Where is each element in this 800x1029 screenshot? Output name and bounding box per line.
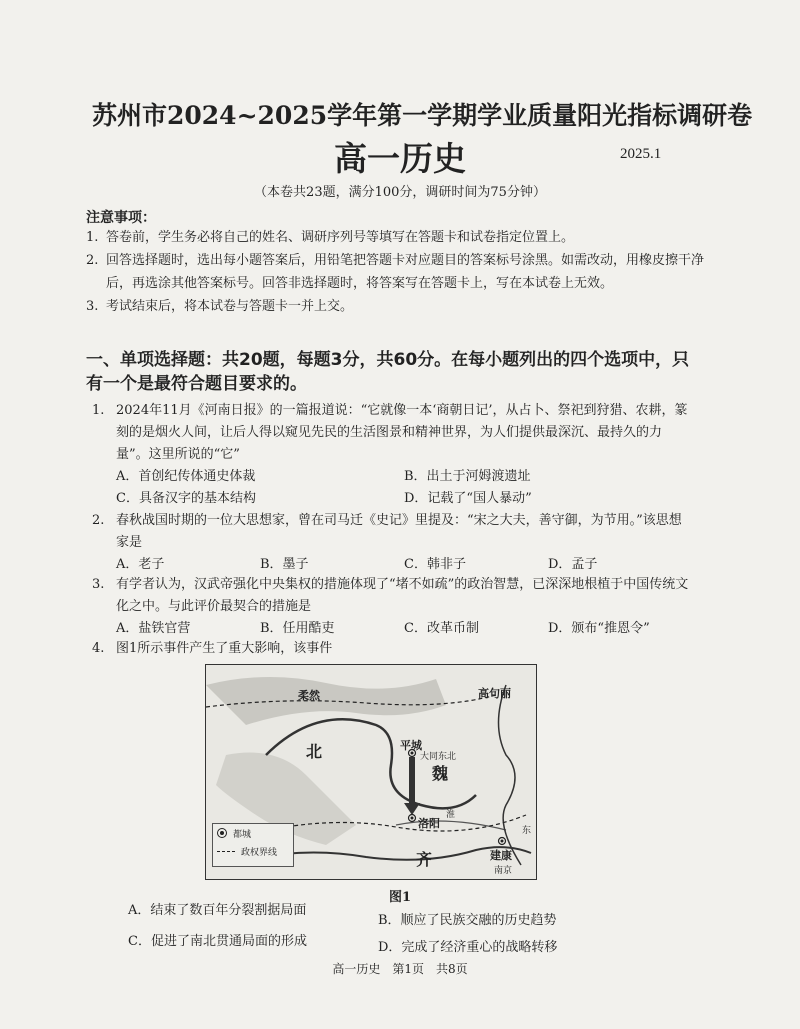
question-number: 3. — [92, 577, 105, 592]
option-a: A．盐铁官营 — [116, 621, 191, 636]
map-label-wei: 魏 — [432, 764, 449, 783]
legend-capital-label: 都城 — [233, 829, 252, 840]
question-2 — [92, 510, 692, 576]
option-a: A．结束了数百年分裂割据局面 — [128, 903, 307, 918]
question-stem — [92, 510, 692, 554]
option-c: C．促进了南北贯通局面的形成 — [128, 934, 307, 949]
figure-caption: 图1 — [388, 890, 412, 905]
question-4-options — [128, 900, 628, 958]
map-legend — [212, 823, 294, 867]
question-text: 图1所示事件产生了重大影响，该事件 — [116, 641, 333, 656]
question-number: 2. — [92, 513, 105, 528]
option-b: B．出土于河姆渡遗址 — [404, 469, 531, 484]
section-heading: 一、单项选择题：共20题，每题3分，共60分。在每小题列出的四个选项中，只有一个是最符合题目要求的。 — [86, 350, 690, 394]
exam-date: 2025.1 — [620, 146, 662, 162]
map-label-donghai: 东 — [522, 826, 532, 836]
option-d: D．颁布“推恩令” — [548, 621, 650, 636]
migration-arrow-head — [404, 803, 420, 815]
notice-number: 2. — [86, 253, 99, 268]
option-list — [92, 466, 692, 510]
map-label-jiankang: 建康 — [490, 849, 512, 862]
capital-icon — [217, 828, 227, 838]
notice-number: 1. — [86, 230, 99, 245]
historical-map — [205, 664, 537, 880]
option-a: A．首创纪传体通史体裁 — [116, 469, 256, 484]
question-4 — [92, 638, 692, 660]
notice-item — [86, 295, 706, 318]
option-b: B．顺应了民族交融的历史趋势 — [378, 913, 557, 928]
map-label-rouran: 柔然 — [298, 689, 320, 702]
question-text: 春秋战国时期的一位大思想家，曾在司马迁《史记》里提及：“宋之大夫，善守御，为节用。”该思想家是 — [116, 513, 682, 550]
option-list — [92, 618, 692, 640]
question-3 — [92, 574, 692, 640]
question-number: 1. — [92, 403, 105, 418]
migration-arrow-shaft — [409, 757, 415, 805]
map-label-huaihe: 淮 — [446, 810, 456, 820]
subject-title: 高一历史 — [334, 139, 466, 178]
option-c: C．具备汉字的基本结构 — [116, 491, 256, 506]
notice-text: 答卷前，学生务必将自己的姓名、调研序列号等填写在答题卡和试卷指定位置上。 — [106, 230, 575, 245]
question-stem — [92, 638, 692, 660]
option-b: B．任用酷吏 — [260, 621, 335, 636]
question-number: 4. — [92, 641, 105, 656]
option-d: D．记载了“国人暴动” — [404, 491, 532, 506]
question-text: 有学者认为，汉武帝强化中央集权的措施体现了“堵不如疏”的政治智慧，已深深地根植于中国传统文化之中。与此评价最契合的措施是 — [116, 577, 689, 614]
map-label-luoyang: 洛阳 — [418, 817, 440, 830]
page-footer: 高一历史 第1页 共8页 — [332, 962, 468, 976]
notice-text: 考试结束后，将本试卷与答题卡一并上交。 — [106, 299, 354, 314]
map-label-north: 北 — [306, 742, 323, 761]
legend-boundary — [213, 842, 293, 860]
option-d: D．孟子 — [548, 557, 598, 572]
option-list — [92, 554, 692, 576]
option-c: C．韩非子 — [404, 557, 466, 572]
map-label-gaojuli: 高句丽 — [478, 687, 511, 700]
option-c: C．改革币制 — [404, 621, 479, 636]
legend-capital — [213, 824, 293, 842]
legend-boundary-label: 政权界线 — [241, 847, 278, 858]
exam-info: （本卷共23题，满分100分，调研时间为75分钟） — [254, 185, 546, 200]
option-b: B．墨子 — [260, 557, 309, 572]
question-stem — [92, 574, 692, 618]
question-1 — [92, 400, 692, 510]
notice-item — [86, 226, 706, 249]
option-d: D．完成了经济重心的战略转移 — [378, 940, 558, 955]
map-label-pingcheng: 平城 — [400, 739, 422, 752]
boundary-line-icon — [217, 851, 235, 852]
option-a: A．老子 — [116, 557, 165, 572]
notice-list — [86, 226, 706, 318]
question-text: 2024年11月《河南日报》的一篇报道说：“它就像一本‘商朝日记’，从占卜、祭祀到狩猎、农耕，篆刻的是烟火人间，让后人得以窥见先民的生活图景和精神世界，为人们提供最深沉、最持久的力量”。这里所说的“它” — [116, 403, 688, 462]
question-stem — [92, 400, 692, 466]
notice-number: 3. — [86, 299, 99, 314]
exam-title: 苏州市2024~2025学年第一学期学业质量阳光指标调研卷 — [92, 101, 753, 130]
map-label-nanjing: 南京 — [494, 866, 513, 876]
map-label-qi: 齐 — [416, 850, 433, 869]
map-label-datong: 大同东北 — [420, 752, 457, 762]
notice-text: 回答选择题时，选出每小题答案后，用铅笔把答题卡对应题目的答案标号涂黑。如需改动，用橡皮擦干净后，再选涂其他答案标号。回答非选择题时，将答案写在答题卡上，写在本试卷上无效。 — [106, 253, 705, 291]
notice-item — [86, 249, 706, 295]
notice-heading: 注意事项： — [86, 210, 156, 226]
